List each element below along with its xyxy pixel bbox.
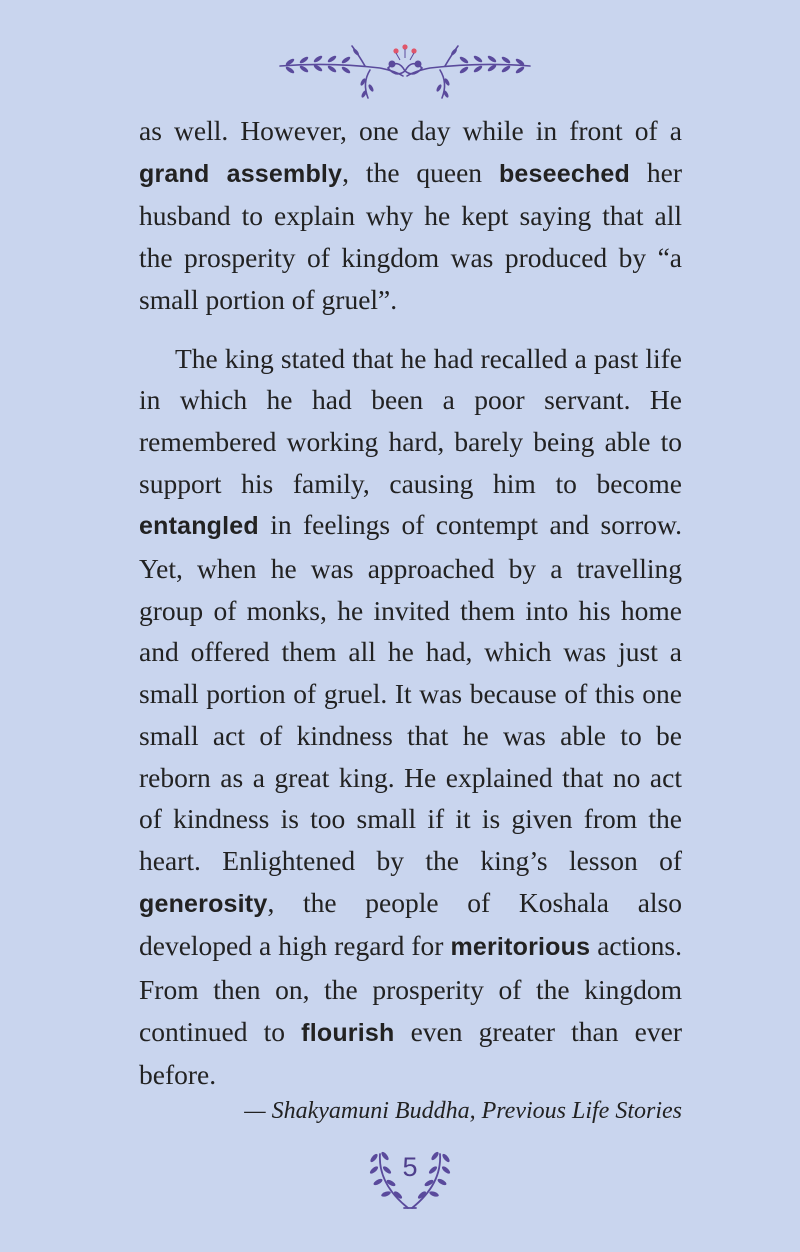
- paragraph-text: even greater than ever before.: [139, 1015, 682, 1091]
- vocabulary-term: grand assembly: [139, 159, 343, 188]
- paragraph: [139, 338, 682, 1097]
- vocabulary-term: meritorious: [450, 933, 591, 962]
- paragraph-text: in feelings of contempt and sorrow. Yet, when he was approached by a travelling group of monks, he invited them into his home and offered them all he had, which was just a small portion of gruel. It was because of this one small act of kindness that he was able to be reborn as a great king. He explained that no act of kindness is too small if it is given from the heart. Enlightened by the king’s lesson of: [139, 509, 682, 876]
- paragraph-text: , the people of Koshala also developed a high regard for: [139, 886, 682, 962]
- vocabulary-term: flourish: [301, 1018, 395, 1047]
- story-text: [139, 110, 682, 1096]
- paragraph: [139, 110, 682, 321]
- vocabulary-term: beseeched: [498, 159, 630, 188]
- paragraph-text: her husband to explain why he kept saying that all the prosperity of kingdom was produced by “a small portion of gruel”.: [139, 156, 682, 315]
- floral-vine-with-birds-icon: [270, 38, 540, 108]
- paragraph-text: , the queen: [342, 156, 499, 188]
- page-number-footer: [360, 1142, 460, 1217]
- vocabulary-term: entangled: [139, 512, 259, 541]
- paragraph-text: The king stated that he had recalled a past life in which he had been a poor servant. He remembered working hard, barely being able to support his family, causing him to become: [139, 342, 682, 499]
- page-number: 5: [402, 1152, 418, 1182]
- attribution: — Shakyamuni Buddha, Previous Life Stories: [244, 1098, 682, 1124]
- paragraph-text: actions. From then on, the prosperity of the kingdom continued to: [139, 930, 682, 1047]
- vocabulary-term: generosity: [139, 889, 268, 918]
- paragraph-text: as well. However, one day while in front of a: [139, 115, 682, 146]
